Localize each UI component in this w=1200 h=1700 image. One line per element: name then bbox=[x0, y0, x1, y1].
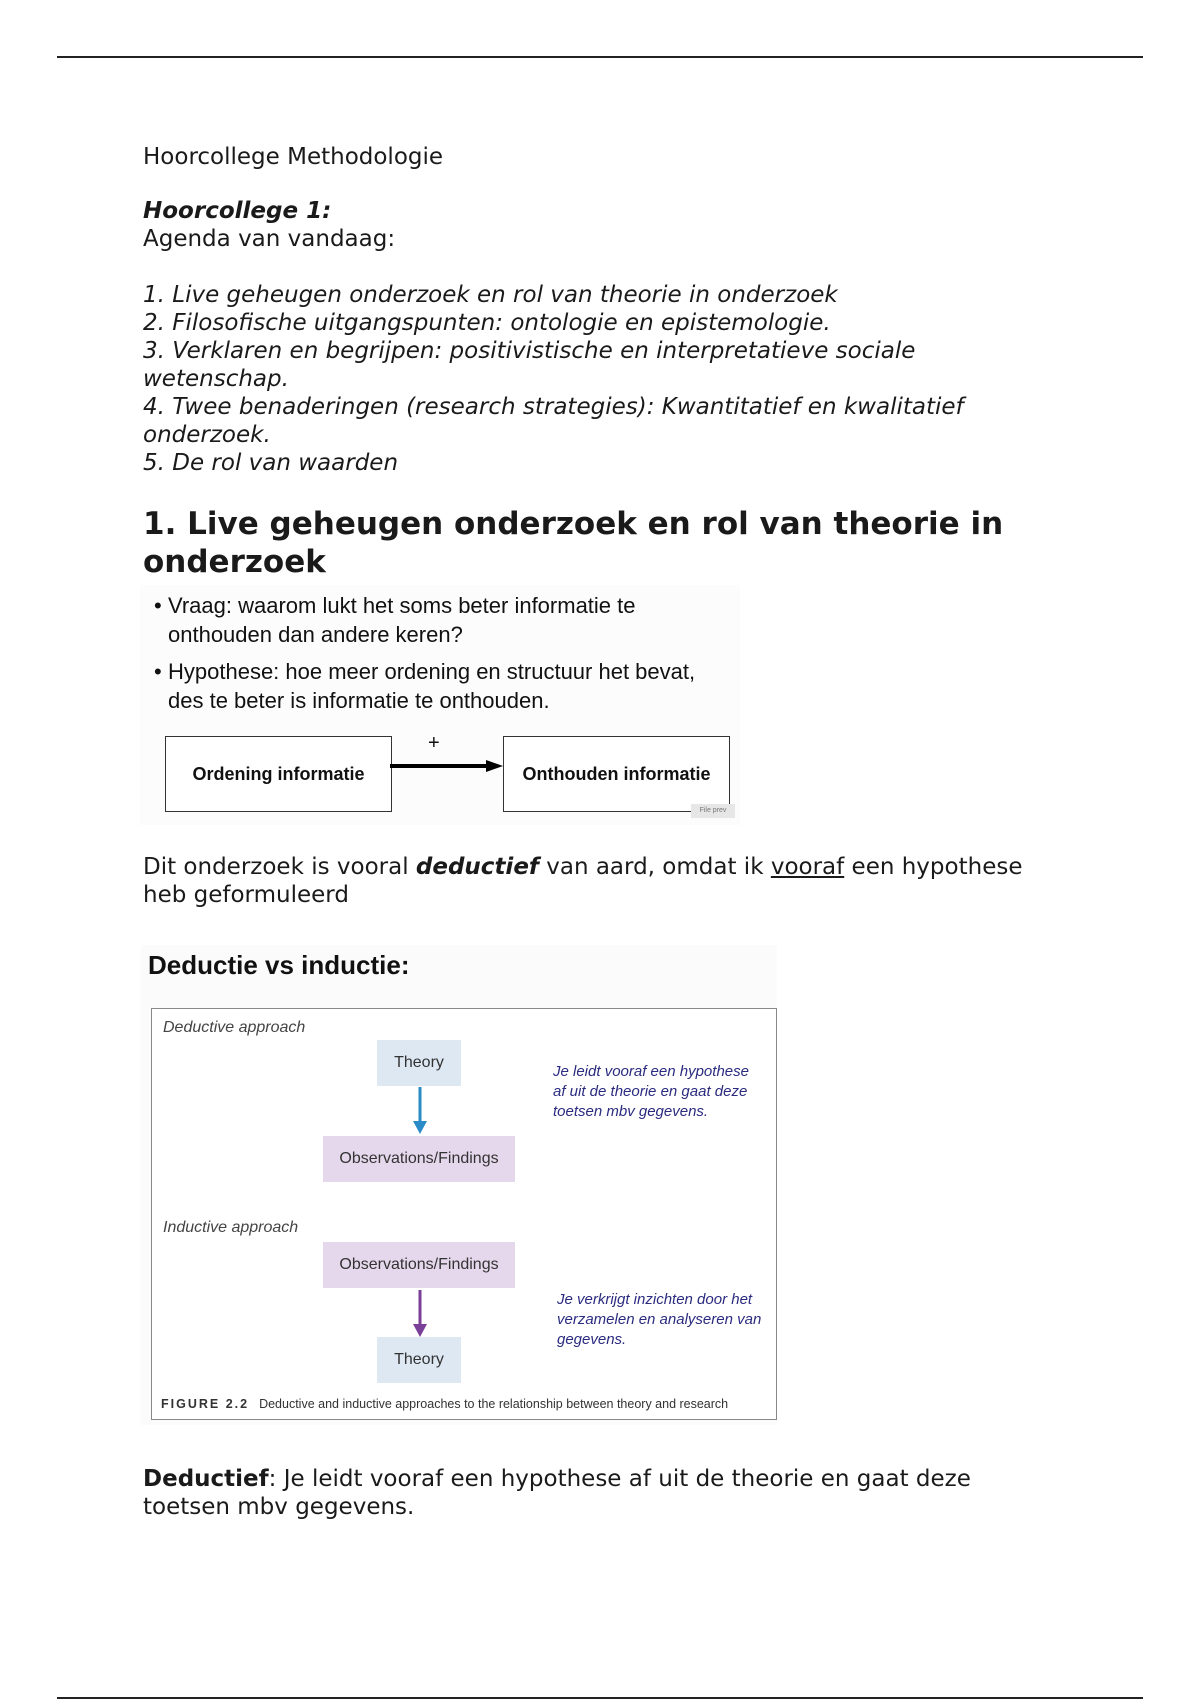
text-span: een hypothese heb geformuleerd bbox=[143, 854, 1023, 908]
inductive-approach-label: Inductive approach bbox=[163, 1219, 299, 1236]
agenda-item: 3. Verklaren en begrijpen: positivistische en interpretatieve sociale wetenschap. bbox=[143, 338, 916, 392]
deduction-induction-figure bbox=[141, 945, 777, 1425]
agenda-item: 1. Live geheugen onderzoek en rol van theorie in onderzoek bbox=[143, 282, 838, 308]
slide-hypothesis-figure bbox=[140, 585, 740, 825]
inductive-observations-node: Observations/Findings bbox=[323, 1242, 515, 1288]
agenda-intro: Agenda van vandaag: bbox=[143, 226, 396, 252]
figure-title: Deductie vs inductie: bbox=[148, 950, 410, 980]
preview-watermark: File prev bbox=[691, 804, 735, 818]
figure-caption-text: Deductive and inductive approaches to the relationship between theory and research bbox=[259, 1397, 729, 1411]
agenda-item: 2. Filosofische uitgangspunten: ontologie en epistemologie. bbox=[143, 310, 831, 336]
document-title: Hoorcollege Methodologie bbox=[143, 144, 444, 170]
deductive-approach-label: Deductive approach bbox=[163, 1019, 306, 1036]
inductive-theory-node: Theory bbox=[377, 1337, 461, 1383]
definition-deductief bbox=[143, 1465, 1063, 1521]
figure-caption-label: FIGURE 2.2 bbox=[161, 1397, 250, 1411]
emphasis-deductief: deductief bbox=[415, 854, 539, 880]
bottom-rule bbox=[57, 1697, 1143, 1699]
agenda-item: 5. De rol van waarden bbox=[143, 450, 399, 476]
causal-arrow-icon bbox=[390, 760, 503, 772]
top-rule bbox=[57, 56, 1143, 58]
agenda-list bbox=[143, 281, 1063, 477]
slide-bullet bbox=[154, 591, 714, 649]
agenda-item: 4. Twee benaderingen (research strategies): Kwantitatief en kwalitatief onderzoek. bbox=[143, 394, 964, 448]
deductive-observations-node: Observations/Findings bbox=[323, 1136, 515, 1182]
section-heading: 1. Live geheugen onderzoek en rol van theorie in onderzoek bbox=[143, 506, 1004, 580]
underlined-vooraf: vooraf bbox=[770, 854, 845, 880]
slide-bullet bbox=[154, 657, 714, 715]
text-span: Dit onderzoek is vooral bbox=[143, 854, 416, 880]
bullet-dot-icon: • bbox=[154, 659, 162, 684]
cause-box: Ordening informatie bbox=[165, 736, 392, 812]
bullet-dot-icon: • bbox=[154, 593, 162, 618]
lecture-label: Hoorcollege 1: bbox=[143, 198, 332, 224]
deductive-theory-node: Theory bbox=[377, 1040, 461, 1086]
figure-frame bbox=[151, 1008, 777, 1420]
down-arrow-icon bbox=[412, 1087, 428, 1135]
slide-bullet-text: Hypothese: hoe meer ordening en structuur het bevat, des te beter is informatie te onthouden. bbox=[168, 659, 696, 713]
definition-text: : Je leidt vooraf een hypothese af uit de theorie en gaat deze toetsen mbv gegevens. bbox=[143, 1466, 971, 1520]
document-body bbox=[143, 143, 1063, 1521]
slide-bullet-text: Vraag: waarom lukt het soms beter informatie te onthouden dan andere keren? bbox=[168, 593, 636, 647]
relation-sign: + bbox=[428, 732, 440, 754]
deductive-note: Je leidt vooraf een hypothese af uit de theorie en gaat deze toetsen mbv gegevens. bbox=[553, 1063, 749, 1120]
paragraph-deductive bbox=[143, 853, 1063, 909]
inductive-note: Je verkrijgt inzichten door het verzamelen en analyseren van gegevens. bbox=[557, 1291, 762, 1348]
text-span: van aard, omdat ik bbox=[538, 854, 771, 880]
effect-box: Onthouden informatie bbox=[503, 736, 730, 812]
figure-caption bbox=[161, 1390, 728, 1418]
definition-term: Deductief bbox=[143, 1466, 269, 1492]
down-arrow-icon bbox=[412, 1290, 428, 1338]
